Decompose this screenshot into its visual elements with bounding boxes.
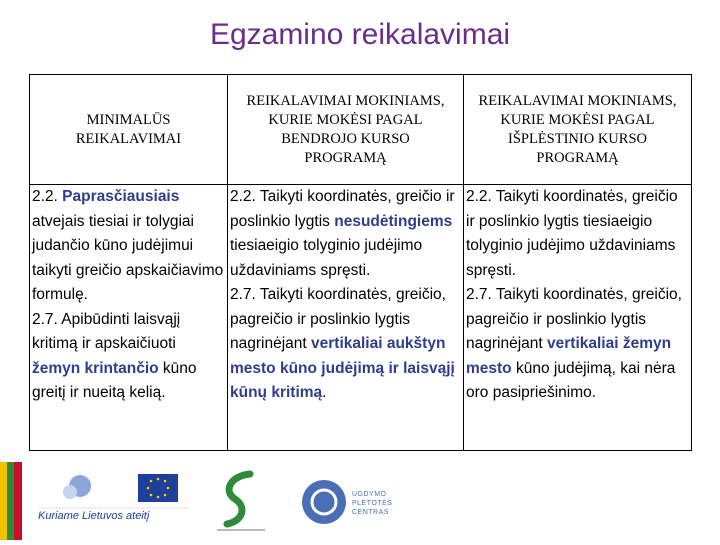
highlight-text: vertikaliai aukštyn mesto kūno judėjimą ir laisvąjį kūnų kritimą xyxy=(230,335,455,401)
header-general-course: REIKALAVIMAI MOKINIAMS, KURIE MOKĖSI PAGAL BENDROJO KURSO PROGRAMĄ xyxy=(228,75,464,185)
paragraph-2-7 xyxy=(230,283,461,406)
paragraph-text: kūno judėjimą, kai nėra oro pasipriešinimo. xyxy=(466,359,676,401)
highlight-text: žemyn krintančio xyxy=(32,359,159,377)
header-extended-course: REIKALAVIMAI MOKINIAMS, KURIE MOKĖSI PAGAL IŠPLĖSTINIO KURSO PROGRAMĄ xyxy=(464,75,692,185)
paragraph-text: 2.7. Apibūdinti laisvąjį kritimą ir apskaičiuoti xyxy=(32,310,181,352)
page-title: Egzamino reikalavimai xyxy=(209,18,511,51)
highlight-text: Paprasčiausiais xyxy=(62,188,180,205)
header-minimal: MINIMALŪS REIKALAVIMAI xyxy=(30,75,228,185)
lithuanian-flag-stripe xyxy=(0,462,22,540)
table-row xyxy=(30,185,692,451)
paragraph-2-2 xyxy=(32,185,225,308)
item-number: 2.2. xyxy=(32,188,63,205)
upc-text: UGDYMO PLĖTOTĖS CENTRAS xyxy=(352,491,393,516)
paragraph-text: . xyxy=(322,384,327,401)
paragraph-2-7 xyxy=(32,308,225,406)
requirements-table xyxy=(29,74,692,451)
highlight-text: vertikaliai žemyn mesto xyxy=(466,335,672,377)
ministry-logo xyxy=(205,466,275,536)
paragraph-2-7 xyxy=(466,283,689,406)
eu-funds-logo xyxy=(38,470,188,530)
eu-slogan: Kuriame Lietuvos ateitį xyxy=(38,510,150,522)
paragraph-text: 2.7. Taikyti koordinatės, greičio, pagreičio ir poslinkio lygtis nagrinėjant xyxy=(230,286,446,352)
cell-minimal xyxy=(30,185,228,451)
paragraph-text: 2.2. Taikyti koordinatės, greičio ir poslinkio lygtis xyxy=(230,188,455,230)
paragraph-2-2: 2.2. Taikyti koordinatės, greičio ir poslinkio lygtis tiesiaeigio tolyginio judėjimo uždaviniams spręsti. xyxy=(466,188,678,279)
paragraph-text: tiesiaeigio tolyginio judėjimo uždaviniams spręsti. xyxy=(230,237,423,279)
cell-extended-course xyxy=(464,185,692,451)
upc-logo xyxy=(300,462,410,540)
paragraph-text: kūno greitį ir nueitą kelią. xyxy=(32,359,197,401)
cell-general-course xyxy=(228,185,464,451)
paragraph-text: atvejais tiesiai ir tolygiai judančio kūno judėjimui taikyti greičio apskaičiavimo formulę. xyxy=(32,212,224,303)
paragraph-2-2 xyxy=(230,185,461,283)
table-header-row xyxy=(30,75,692,185)
paragraph-text: 2.7. Taikyti koordinatės, greičio, pagreičio ir poslinkio lygtis nagrinėjant xyxy=(466,286,682,352)
highlight-text: nesudėtingiems xyxy=(334,212,453,230)
